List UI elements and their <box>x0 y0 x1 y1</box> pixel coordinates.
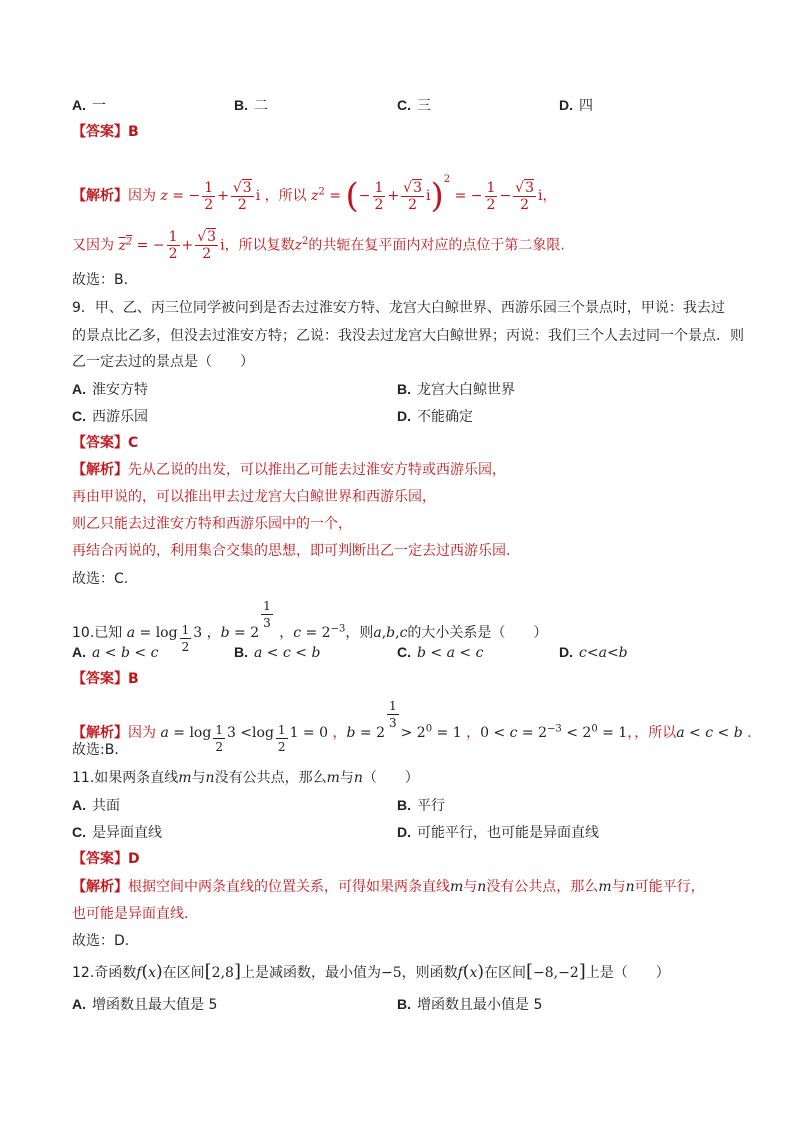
q11-option-c: C. 是异面直线 <box>72 824 162 841</box>
q9-option-d: D. 不能确定 <box>397 408 473 425</box>
q11-analysis-line1: 【解析】根据空间中两条直线的位置关系，可得如果两条直线m与n没有公共点，那么m与n可能平行， <box>72 879 705 895</box>
q11-analysis-line2: 也可能是异面直线. <box>72 906 189 922</box>
q11-answer: 【答案】D <box>72 851 140 867</box>
q9-option-b: B. 龙宫大白鲸世界 <box>397 381 515 398</box>
q10-choose: 故选:B． <box>72 742 129 758</box>
q9-answer: 【答案】C <box>72 435 139 451</box>
q8-analysis-line2: 又因为 $z^2$ = − $\frac{1}{2}$ + $\frac{√3}{2}$ i，所以复数$z^2$的共轭在复平面内对应的点位于第二象限. <box>72 229 565 263</box>
q11-option-b: B. 平行 <box>397 797 445 814</box>
q8-option-a: A. 一 <box>72 97 106 114</box>
q10-stem: 10.已知 a = log $_{\frac{1}{2}}$ 3 ，b = 2 $^{\frac{1}{3}}$ ，$c = 2^{-3}$，则a,b,c的大小关系是（ ） <box>72 599 548 654</box>
q10-option-b: B. a < c < b <box>234 644 321 661</box>
q8-option-c: C. 三 <box>397 97 431 114</box>
q9-analysis-line4: 再结合丙说的，利用集合交集的思想，即可判断出乙一定去过西游乐园. <box>72 543 511 559</box>
q12-option-b: B. 增函数且最小值是 5 <box>397 996 543 1013</box>
q9-analysis-line3: 则乙只能去过淮安方特和西游乐园中的一个， <box>72 516 352 532</box>
q11-choose: 故选：D. <box>72 933 130 949</box>
q10-option-d: D. c<a<b <box>559 644 628 661</box>
q8-answer: 【答案】B <box>72 124 139 140</box>
q8-choose: 故选：B. <box>72 272 129 288</box>
q12-stem: 12.奇函数f(x)在区间[2,8]上是减函数，最小值为−5，则函数f(x)在区间[−8,−2]上是（ ） <box>72 961 670 982</box>
q9-stem-line2: 的景点比乙多，但没去过淮安方特；乙说：我没去过龙宫大白鲸世界；丙说：我们三个人去过同一个景点．则 <box>72 328 744 344</box>
q8-option-d: D. 四 <box>559 97 593 114</box>
q8-analysis-line1: 【解析】因为 z = − $\frac{1}{2}$ + $\frac{√3}{2}$ i ，所以 $z^2$ = (− $\frac{1}{2}$ + $\frac{√3}{2}$ i)$^2$ = − $\frac{1}{2}$ − $\frac{√3}{2}$ i， <box>72 174 557 216</box>
q9-option-a: A. 淮安方特 <box>72 381 148 398</box>
q10-option-c: C. b < a < c <box>397 644 484 661</box>
q9-option-c: C. 西游乐园 <box>72 408 148 425</box>
q9-stem-line3: 乙一定去过的景点是（ ） <box>72 354 254 370</box>
q8-option-b: B. 二 <box>234 97 268 114</box>
q10-analysis: 【解析】因为 a = log $_{\frac{1}{2}}$ 3 <log $_{\frac{1}{2}}$ 1 = 0 ，b = 2 $^{\frac{1}{3}}$ > $2^0 = 1$ ，$0 < c = 2^{-3} < 2^0 = 1$，，所以a < c < b . <box>72 699 752 754</box>
q9-analysis-line2: 再由甲说的，可以推出甲去过龙宫大白鲸世界和西游乐园， <box>72 489 436 505</box>
q9-choose: 故选：C. <box>72 571 129 587</box>
q9-stem-line1: 9．甲、乙、丙三位同学被问到是否去过淮安方特、龙宫大白鲸世界、西游乐园三个景点时，甲说：我去过 <box>72 300 725 316</box>
q11-option-a: A. 共面 <box>72 797 120 814</box>
q9-analysis-line1: 【解析】先从乙说的出发，可以推出乙可能去过淮安方特或西游乐园， <box>72 462 506 478</box>
q12-option-a: A. 增函数且最大值是 5 <box>72 996 218 1013</box>
q11-option-d: D. 可能平行，也可能是异面直线 <box>397 824 599 841</box>
q10-answer: 【答案】B <box>72 671 139 687</box>
q11-stem: 11.如果两条直线m与n没有公共点，那么m与n（ ） <box>72 770 419 786</box>
q10-option-a: A. a < b < c <box>72 644 159 661</box>
